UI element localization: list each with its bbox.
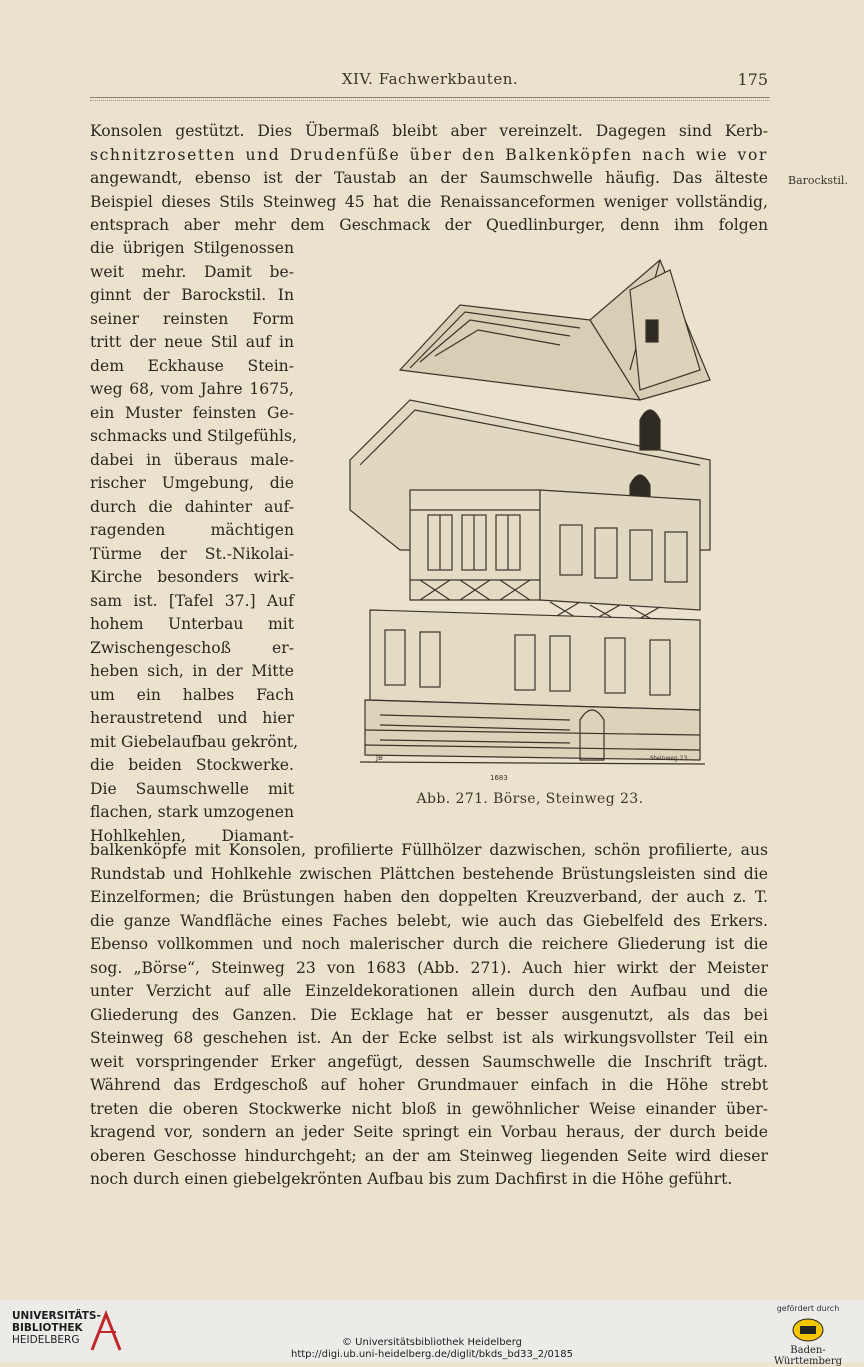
text-line: Türme der St.-Nikolai- bbox=[90, 544, 294, 563]
text-line: dabei in überaus male- bbox=[90, 450, 294, 469]
library-line-3: HEIDELBERG bbox=[12, 1334, 80, 1346]
text-line: durch die dahinter auf- bbox=[90, 497, 294, 516]
half-timbered-house-drawing bbox=[340, 250, 720, 790]
text-line: treten die oberen Stockwerke nicht bloß in gewöhnlicher Weise einander über- bbox=[90, 1099, 768, 1118]
margin-note: Barockstil. bbox=[788, 174, 848, 187]
running-title: XIV. Fachwerkbauten. bbox=[341, 70, 519, 88]
header-rule bbox=[90, 97, 770, 98]
text-line: tritt der neue Stil auf in bbox=[90, 333, 294, 351]
running-head bbox=[90, 70, 770, 92]
text-line: Beispiel dieses Stils Steinweg 45 hat die Renaissanceformen weniger vollständig, bbox=[90, 192, 768, 211]
figure-year-inscription: 1683 bbox=[490, 774, 508, 782]
text-line: sam ist. [Tafel 37.] Auf bbox=[90, 591, 294, 610]
header-rule-dotted bbox=[90, 100, 770, 101]
text-line: dem Eckhause Stein- bbox=[90, 356, 294, 375]
text-line: balkenköpfe mit Konsolen, profilierte Füllhölzer dazwischen, schön profilierte, aus bbox=[90, 841, 768, 859]
text-line: weg 68, vom Jahre 1675, bbox=[90, 380, 294, 398]
funder-name: Baden-Württemberg bbox=[773, 1345, 843, 1367]
text-line: Während das Erdgeschoß auf hoher Grundmauer einfach in die Höhe strebt bbox=[90, 1076, 768, 1094]
text-line: angewandt, ebenso ist der Taustab an der Saumschwelle häufig. Das älteste bbox=[90, 169, 768, 187]
permalink-url[interactable]: http://digi.ub.uni-heidelberg.de/diglit/bkds_bd33_2/0185 bbox=[291, 1349, 573, 1360]
figure-monogram: JB bbox=[376, 754, 383, 762]
text-line: Zwischengeschoß er- bbox=[90, 638, 294, 657]
text-line: Rundstab und Hohlkehle zwischen Plättchen bestehende Brüstungsleisten sind die bbox=[90, 864, 768, 883]
library-line-2: BIBLIOTHEK bbox=[12, 1322, 83, 1334]
text-line: unter Verzicht auf alle Einzeldekorationen allein durch den Aufbau und die bbox=[90, 982, 768, 1000]
text-line: Einzelformen; die Brüstungen haben den doppelten Kreuzverband, der auch z. T. bbox=[90, 888, 768, 906]
figure-artist-signature: Steinweg 23 bbox=[650, 755, 688, 762]
paragraph-top bbox=[90, 120, 768, 238]
text-line: Die Saumschwelle mit bbox=[90, 779, 294, 798]
text-line: Konsolen gestützt. Dies Übermaß bleibt aber vereinzelt. Dagegen sind Kerb- bbox=[90, 122, 768, 140]
text-line: die beiden Stockwerke. bbox=[90, 756, 294, 774]
figure-caption: Abb. 271. Börse, Steinweg 23. bbox=[416, 791, 644, 807]
copyright-text: © Universitätsbibliothek Heidelberg bbox=[341, 1337, 522, 1348]
text-line: oberen Geschosse hindurchgeht; an der am Steinweg liegenden Seite wird dieser bbox=[90, 1146, 768, 1165]
text-line: heraustretend und hier bbox=[90, 709, 294, 727]
text-line: rischer Umgebung, die bbox=[90, 474, 294, 492]
text-line: mit Giebelaufbau gekrönt, bbox=[90, 732, 299, 751]
text-line: Hohlkehlen, Diamant- bbox=[90, 826, 294, 845]
paragraph-beside-figure bbox=[90, 237, 299, 848]
figure-boerse-illustration bbox=[340, 250, 720, 790]
paragraph-bottom bbox=[90, 839, 768, 1192]
text-line: ginnt der Barockstil. In bbox=[90, 286, 294, 304]
text-line: heben sich, in der Mitte bbox=[90, 662, 294, 680]
text-line: noch durch einen giebelgekrönten Aufbau bis zum Dachfirst in die Höhe geführt. bbox=[90, 1170, 733, 1188]
text-line: die ganze Wandfläche eines Faches belebt, wie auch das Giebelfeld des Erkers. bbox=[90, 911, 768, 930]
text-line: schmacks und Stilgefühls, bbox=[90, 427, 297, 445]
text-line: um ein halbes Fach bbox=[90, 685, 294, 704]
text-line: Gliederung des Ganzen. Die Ecklage hat er besser ausgenutzt, als das bei bbox=[90, 1005, 768, 1024]
text-line: flachen, stark umzogenen bbox=[90, 803, 295, 821]
text-line: weit vorspringender Erker angefügt, dessen Saumschwelle die Inschrift trägt. bbox=[90, 1052, 768, 1071]
page-number: 175 bbox=[737, 70, 768, 89]
library-line-1: UNIVERSITÄTS- bbox=[12, 1310, 101, 1322]
state-seal-icon bbox=[791, 1317, 825, 1343]
funder-badge[interactable] bbox=[760, 1304, 856, 1367]
text-line: sog. „Börse“, Steinweg 23 von 1683 (Abb. 271). Auch hier wirkt der Meister bbox=[90, 958, 768, 977]
text-line: Ebenso vollkommen und noch malerischer durch die reichere Gliederung ist die bbox=[90, 935, 768, 953]
text-line: die übrigen Stilgenossen bbox=[90, 239, 294, 257]
text-line: ein Muster feinsten Ge- bbox=[90, 403, 294, 422]
text-line: schnitzrosetten und Drudenfüße über den Balkenköpfen nach wie vor bbox=[90, 145, 768, 164]
text-line: Kirche besonders wirk- bbox=[90, 568, 294, 586]
text-line: ragenden mächtigen bbox=[90, 521, 294, 539]
text-line: weit mehr. Damit be- bbox=[90, 262, 294, 281]
text-line: Steinweg 68 geschehen ist. An der Ecke selbst ist als wirkungsvollster Teil ein bbox=[90, 1029, 768, 1047]
copyright-notice bbox=[0, 1337, 864, 1361]
text-line: entsprach aber mehr dem Geschmack der Quedlinburger, denn ihm folgen bbox=[90, 216, 768, 234]
text-line: kragend vor, sondern an jeder Seite springt ein Vorbau heraus, der durch beide bbox=[90, 1123, 768, 1141]
funded-by-label: gefördert durch bbox=[776, 1304, 840, 1313]
text-line: seiner reinsten Form bbox=[90, 309, 294, 328]
text-line: hohem Unterbau mit bbox=[90, 615, 294, 633]
